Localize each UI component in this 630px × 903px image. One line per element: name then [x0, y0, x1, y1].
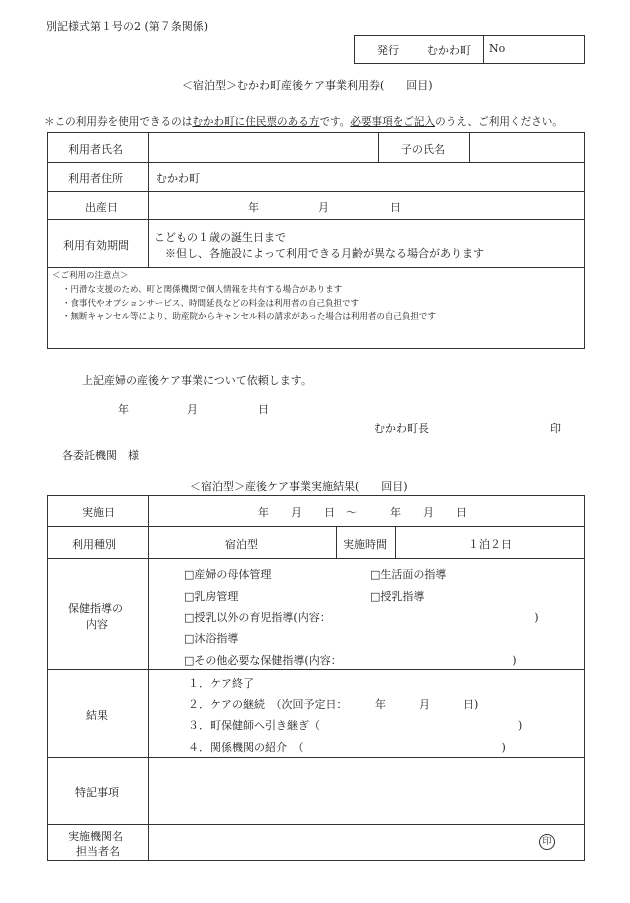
- issue-town: むかわ町: [427, 44, 471, 57]
- checkbox-icon: [184, 632, 194, 645]
- checkbox-icon: [184, 590, 194, 603]
- facility-label-2: 担当者名: [76, 845, 120, 858]
- facility-field[interactable]: [150, 826, 530, 858]
- child-name-label: 子の氏名: [401, 143, 445, 156]
- request-month: 月: [187, 403, 198, 416]
- child-name-field[interactable]: [471, 134, 581, 160]
- issue-label: 発行: [377, 44, 399, 57]
- notice: [44, 114, 563, 129]
- validity-line-2: ※但し、各施設によって利用できる月齢が異なる場合があります: [165, 247, 484, 260]
- checkbox-icon: [184, 568, 194, 581]
- impl-time-value: １泊２日: [468, 538, 512, 551]
- caution-item-1: ・円滑な支援のため、町と関係機関で個人情報を共有する場合があります: [62, 285, 343, 295]
- birth-year-label: 年: [248, 201, 259, 214]
- result-table: [47, 495, 585, 861]
- guidance-option-1-label: 産婦の母体管理: [194, 568, 272, 581]
- caution-item-3: ・無断キャンセル等により、助産院からキャンセル料の請求があった場合は利用者の自己負担です: [62, 312, 436, 322]
- guidance-option-4-label: 授乳指導: [380, 590, 425, 603]
- address-label: 利用者住所: [68, 172, 123, 185]
- impl-date-field[interactable]: 年 月 日 ～ 年 月 日: [258, 506, 467, 519]
- cautions-title: ＜ご利用の注意点＞: [52, 271, 129, 281]
- request-year: 年: [118, 403, 129, 416]
- user-name-field[interactable]: [150, 134, 376, 160]
- mayor-seal: 印: [550, 422, 561, 435]
- remarks-field[interactable]: [150, 759, 582, 822]
- outcome-option-4[interactable]: ４．関係機関の紹介 （ ): [188, 741, 506, 754]
- impl-date-label: 実施日: [82, 506, 115, 519]
- guidance-option-7-label: その他必要な保健指導(内容： ): [194, 654, 517, 667]
- facility-label-1: 実施機関名: [68, 830, 123, 843]
- issue-box: [354, 35, 585, 64]
- birth-day-label: 日: [390, 201, 401, 214]
- notice-prefix: ＊この利用券を使用できるのは: [44, 116, 193, 128]
- seal-icon: 印: [539, 834, 555, 850]
- impl-time-label: 実施時間: [343, 538, 387, 551]
- address-field[interactable]: むかわ町: [156, 172, 200, 185]
- guidance-option-6-label: 沐浴指導: [194, 632, 239, 645]
- birth-date-field[interactable]: [150, 193, 580, 217]
- outcome-option-2[interactable]: ２．ケアの継続 （次回予定日： 年 月 日): [188, 698, 479, 711]
- guidance-option-5-label: 授乳以外の育児指導(内容： ): [194, 611, 539, 624]
- form-id: 別記様式第１号の2 (第７条関係): [46, 20, 209, 33]
- request-day: 日: [258, 403, 269, 416]
- birth-month-label: 月: [318, 201, 329, 214]
- guidance-option-1[interactable]: [184, 566, 271, 582]
- checkbox-icon: [184, 611, 194, 624]
- outcome-label: 結果: [86, 709, 108, 722]
- checkbox-icon: [370, 568, 380, 581]
- guidance-option-5[interactable]: [184, 609, 539, 625]
- checkbox-icon: [184, 654, 194, 667]
- guidance-option-3-label: 乳房管理: [194, 590, 239, 603]
- voucher-title: ＜宿泊型＞むかわ町産後ケア事業利用券( 回目): [182, 79, 433, 92]
- birth-date-label: 出産日: [85, 201, 118, 214]
- guidance-option-2[interactable]: [370, 566, 446, 582]
- outcome-option-1[interactable]: １．ケア終了: [188, 677, 254, 690]
- guidance-option-2-label: 生活面の指導: [380, 568, 447, 581]
- checkbox-icon: [370, 590, 380, 603]
- user-name-label: 利用者氏名: [68, 143, 123, 156]
- result-title: ＜宿泊型＞産後ケア事業実施結果( 回目): [190, 480, 408, 493]
- usage-type-value: 宿泊型: [225, 538, 258, 551]
- remarks-label: 特記事項: [75, 786, 119, 799]
- caution-item-2: ・食事代やオプションサービス、時間延長などの料金は利用者の自己負担です: [62, 299, 359, 309]
- notice-underline-fill: 必要事項をご記入: [350, 116, 436, 128]
- guidance-label-1: 保健指導の: [68, 602, 123, 615]
- guidance-option-3[interactable]: [184, 588, 238, 604]
- validity-line-1: こどもの１歳の誕生日まで: [154, 231, 286, 244]
- outcome-option-3[interactable]: ３．町保健師へ引き継ぎ（ ): [188, 719, 523, 732]
- notice-mid: です。: [319, 116, 351, 128]
- voucher-table: [47, 132, 585, 349]
- usage-type-label: 利用種別: [72, 538, 116, 551]
- guidance-option-7[interactable]: [184, 652, 517, 668]
- addressee: 各委託機関 様: [62, 449, 139, 462]
- mayor-label: むかわ町長: [374, 422, 429, 435]
- request-text: 上記産婦の産後ケア事業について依頼します。: [82, 374, 312, 387]
- notice-suffix: のうえ、ご利用ください。: [435, 116, 563, 128]
- validity-label: 利用有効期間: [63, 239, 129, 252]
- guidance-option-6[interactable]: [184, 630, 238, 646]
- notice-underline-residence: むかわ町に住民票のある方: [192, 116, 320, 128]
- guidance-option-4[interactable]: [370, 588, 424, 604]
- guidance-label-2: 内容: [86, 618, 108, 631]
- issue-no-label: No: [489, 42, 506, 55]
